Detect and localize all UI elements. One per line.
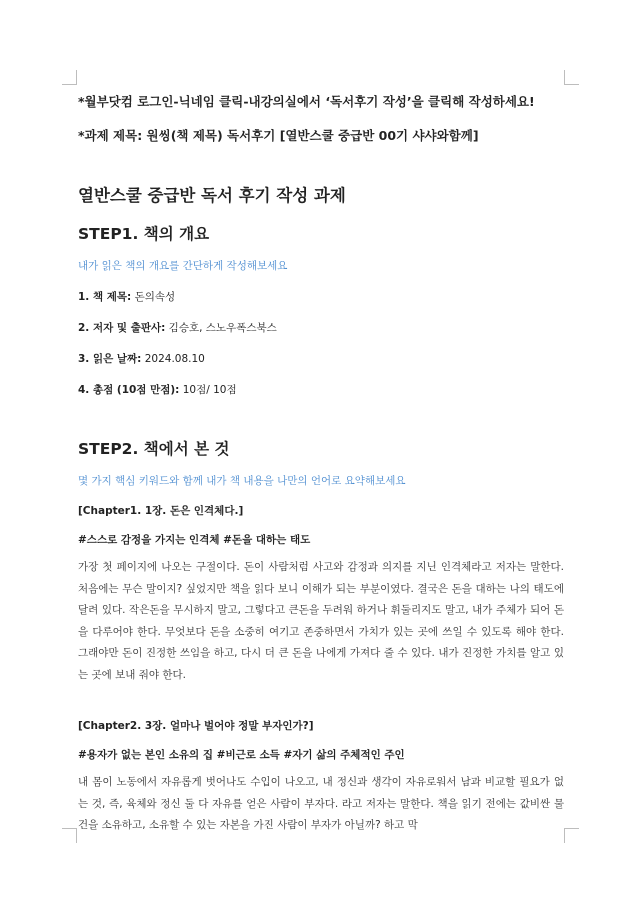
item-label: 3. 읽은 날짜:: [78, 353, 142, 365]
item-value: 2024.08.10: [144, 353, 205, 365]
document-title: 열반스쿨 중급반 독서 후기 작성 과제: [78, 186, 346, 205]
chapter-summary: 내 몸이 노동에서 자유롭게 벗어나도 수입이 나오고, 내 정신과 생각이 자유로워서 남과 비교할 필요가 없는 것, 즉, 육체와 정신 둘 다 자유를 얻은 사람이 부자다. 라고 저자는 말한다. 책을 읽기 전에는 값비싼 물건을 소유하고, 소유할 수 있는 자본을 가진 사람이 부자가 아닐까? 하고 막: [78, 776, 564, 831]
page-corner-mark: [62, 828, 77, 843]
author-publisher-item: [78, 320, 564, 335]
book-title-item: [78, 289, 564, 304]
document-page: [78, 88, 564, 837]
page-corner-mark: [564, 828, 579, 843]
item-label: 4. 총점 (10점 만점):: [78, 384, 180, 396]
page-corner-mark: [564, 70, 579, 85]
chapter-heading: [Chapter2. 3장. 얼마나 벌어야 정말 부자인가?]: [78, 720, 314, 732]
item-value: 돈의속성: [134, 291, 176, 303]
submission-notice: *월부닷컴 로그인-닉네임 클릭-내강의실에서 ‘독서후기 작성’을 클릭해 작성하세요!: [78, 94, 535, 109]
item-value: 김승호, 스노우폭스북스: [168, 322, 277, 334]
chapter-heading: [Chapter1. 1장. 돈은 인격체다.]: [78, 505, 244, 517]
step2-title: STEP2. 책에서 본 것: [78, 440, 230, 458]
item-label: 2. 저자 및 출판사:: [78, 322, 166, 334]
chapter-keywords: #스스로 감정을 가지는 인격체 #돈을 대하는 태도: [78, 534, 311, 546]
chapter-keywords: #용자가 없는 본인 소유의 집 #비근로 소득 #자기 삶의 주체적인 주인: [78, 749, 405, 761]
item-value: 10점/ 10점: [182, 384, 237, 396]
page-corner-mark: [62, 70, 77, 85]
item-label: 1. 책 제목:: [78, 291, 132, 303]
read-date-item: [78, 351, 564, 366]
assignment-title: *과제 제목: 원씽(책 제목) 독서후기 [열반스쿨 중급반 00기 샤샤와함께]: [78, 128, 479, 143]
step2-subtitle: 몇 가지 핵심 키워드와 함께 내가 책 내용을 나만의 언어로 요약해보세요: [78, 475, 406, 487]
step1-subtitle: 내가 읽은 책의 개요를 간단하게 작성해보세요: [78, 260, 288, 272]
total-score-item: [78, 382, 564, 397]
chapter-summary: 가장 첫 페이지에 나오는 구절이다. 돈이 사람처럼 사고와 감정과 의지를 지닌 인격체라고 저자는 말한다. 처음에는 무슨 말이지? 싶었지만 책을 읽다 보니 이해가 되는 부분이였다. 결국은 돈을 대하는 나의 태도에 달려 있다. 작은돈을 무시하지 말고, 그렇다고 큰돈을 두려워 하거나 휘둘리지도 말고, 내가 주체가 되어 돈을 다루어야 한다. 무엇보다 돈을 소중히 여기고 존중하면서 가치가 있는 곳에 쓰일 수 있도록 해야 한다. 그래야만 돈이 진정한 쓰임을 하고, 다시 더 큰 돈을 나에게 가져다 줄 수 있다. 내가 진정한 가치를 알고 있는 곳에 보내 줘야 한다.: [78, 561, 564, 681]
step1-title: STEP1. 책의 개요: [78, 225, 210, 243]
